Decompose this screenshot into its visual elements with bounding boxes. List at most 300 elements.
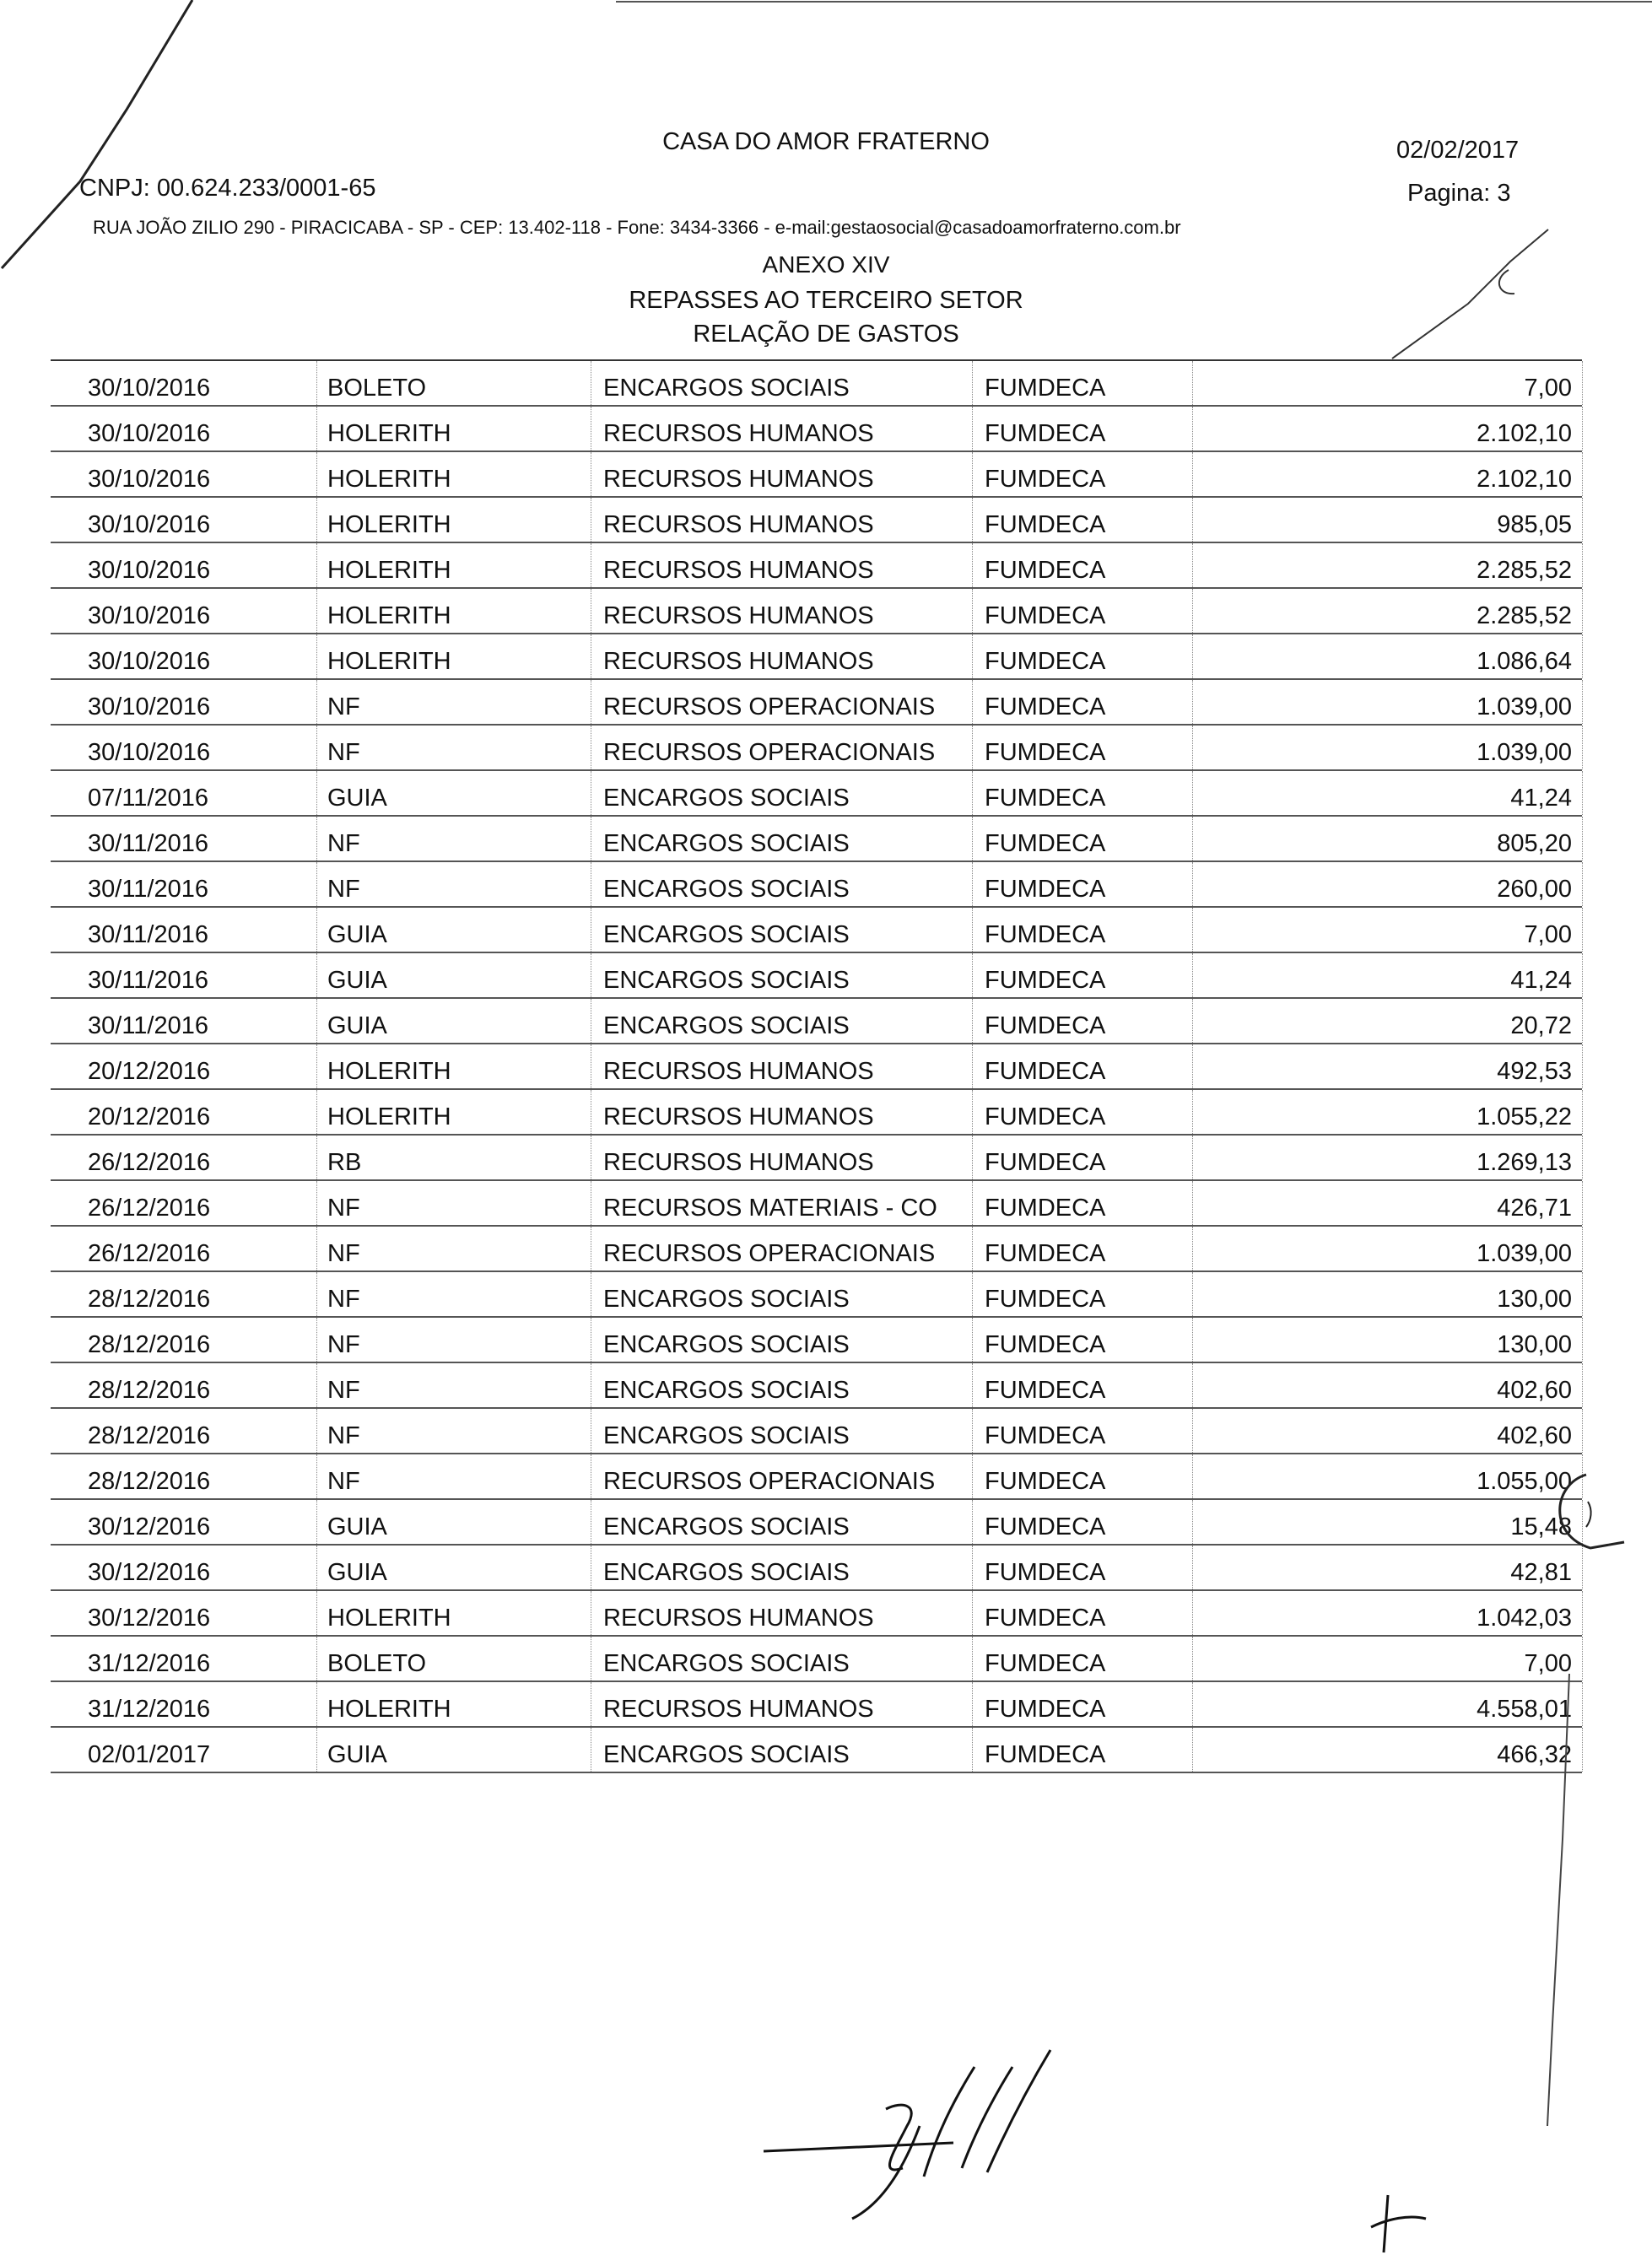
table-row [51,498,1582,543]
row-value: 4.558,01 [1477,1696,1572,1723]
table-row [51,543,1582,589]
row-document-type: BOLETO [327,375,427,402]
report-title: RELAÇÃO DE GASTOS [693,321,959,348]
column-divider [316,634,317,678]
column-divider [972,1500,973,1544]
row-date: 28/12/2016 [88,1422,211,1449]
row-fund: FUMDECA [985,1696,1106,1723]
pen-bracket-right [1544,1468,1645,1569]
column-divider [972,1728,973,1772]
column-divider [316,1546,317,1589]
row-category: RECURSOS HUMANOS [603,420,874,447]
row-category: RECURSOS HUMANOS [603,602,874,629]
row-category: RECURSOS OPERACIONAIS [603,1240,936,1267]
column-divider [972,1637,973,1680]
column-divider [1192,680,1193,724]
row-value: 1.039,00 [1477,739,1572,766]
column-divider [316,908,317,952]
row-fund: FUMDECA [985,466,1106,493]
column-divider [972,999,973,1043]
handwritten-signature [759,2008,1097,2227]
row-date: 28/12/2016 [88,1331,211,1358]
column-divider [972,1044,973,1088]
row-value: 2.285,52 [1477,557,1572,584]
organization-name: CASA DO AMOR FRATERNO [662,128,990,155]
row-fund: FUMDECA [985,1103,1106,1130]
table-row [51,361,1582,407]
column-divider [316,1272,317,1316]
row-category: ENCARGOS SOCIAIS [603,1559,850,1586]
column-divider [1582,862,1583,906]
table-row [51,953,1582,999]
column-divider [972,634,973,678]
page-number: Pagina: 3 [1407,180,1511,207]
row-category: ENCARGOS SOCIAIS [603,876,850,903]
row-document-type: HOLERITH [327,1696,451,1723]
row-fund: FUMDECA [985,967,1106,994]
table-row [51,1227,1582,1272]
row-document-type: RB [327,1149,362,1176]
column-divider [972,543,973,587]
row-category: ENCARGOS SOCIAIS [603,1012,850,1039]
row-value: 41,24 [1510,785,1572,812]
row-category: RECURSOS HUMANOS [603,511,874,538]
column-divider [1192,1227,1193,1270]
column-divider [972,1272,973,1316]
row-value: 2.285,52 [1477,602,1572,629]
column-divider [1192,771,1193,815]
row-document-type: NF [327,1286,360,1313]
row-category: RECURSOS OPERACIONAIS [603,1468,936,1495]
row-date: 26/12/2016 [88,1195,211,1222]
column-divider [1192,1591,1193,1635]
row-category: RECURSOS OPERACIONAIS [603,739,936,766]
row-date: 07/11/2016 [88,785,208,812]
column-divider [316,1181,317,1225]
row-value: 130,00 [1497,1286,1572,1313]
row-date: 20/12/2016 [88,1103,211,1130]
table-row [51,1454,1582,1500]
column-divider [1582,1363,1583,1407]
row-document-type: NF [327,1331,360,1358]
column-divider [316,361,317,405]
column-divider [1582,634,1583,678]
column-divider [972,1409,973,1453]
column-divider [972,1546,973,1589]
row-value: 1.055,22 [1477,1103,1572,1130]
row-fund: FUMDECA [985,830,1106,857]
column-divider [972,1136,973,1179]
column-divider [1582,1409,1583,1453]
row-document-type: HOLERITH [327,420,451,447]
column-divider [972,452,973,496]
column-divider [1192,1546,1193,1589]
column-divider [316,953,317,997]
row-document-type: HOLERITH [327,557,451,584]
column-divider [316,452,317,496]
column-divider [1192,589,1193,633]
row-fund: FUMDECA [985,375,1106,402]
column-divider [1192,1044,1193,1088]
column-divider [1582,1181,1583,1225]
column-divider [1582,817,1583,860]
row-value: 805,20 [1497,830,1572,857]
column-divider [316,862,317,906]
table-row [51,589,1582,634]
column-divider [316,1318,317,1362]
table-row [51,407,1582,452]
column-divider [316,498,317,542]
column-divider [1192,862,1193,906]
row-fund: FUMDECA [985,876,1106,903]
column-divider [1582,680,1583,724]
handwritten-initial [1367,2193,1434,2255]
row-value: 130,00 [1497,1331,1572,1358]
row-date: 30/10/2016 [88,375,211,402]
column-divider [972,908,973,952]
row-category: RECURSOS OPERACIONAIS [603,693,936,720]
column-divider [316,407,317,450]
column-divider [1192,1136,1193,1179]
row-document-type: HOLERITH [327,466,451,493]
top-border-line [0,0,1652,5]
row-date: 26/12/2016 [88,1240,211,1267]
column-divider [1582,1136,1583,1179]
table-row [51,1500,1582,1546]
table-row [51,1181,1582,1227]
column-divider [1192,407,1193,450]
row-date: 02/01/2017 [88,1741,211,1768]
column-divider [1192,452,1193,496]
row-date: 30/10/2016 [88,739,211,766]
cnpj: CNPJ: 00.624.233/0001-65 [79,175,376,202]
row-date: 30/10/2016 [88,511,211,538]
column-divider [1582,1090,1583,1134]
column-divider [316,1090,317,1134]
row-date: 28/12/2016 [88,1377,211,1404]
row-value: 1.039,00 [1477,693,1572,720]
column-divider [316,1637,317,1680]
row-date: 31/12/2016 [88,1650,211,1677]
column-divider [316,543,317,587]
row-document-type: NF [327,1240,360,1267]
row-date: 30/11/2016 [88,876,208,903]
column-divider [1192,1728,1193,1772]
row-value: 260,00 [1497,876,1572,903]
row-category: RECURSOS HUMANOS [603,1103,874,1130]
row-date: 30/10/2016 [88,557,211,584]
column-divider [1582,1044,1583,1088]
row-value: 2.102,10 [1477,466,1572,493]
column-divider [1192,953,1193,997]
column-divider [316,1682,317,1726]
column-divider [1192,1637,1193,1680]
column-divider [1192,634,1193,678]
row-fund: FUMDECA [985,1468,1106,1495]
column-divider [1192,1363,1193,1407]
table-row [51,726,1582,771]
row-value: 41,24 [1510,967,1572,994]
column-divider [972,1682,973,1726]
pen-stroke-top-left [0,0,219,278]
column-divider [1192,1090,1193,1134]
column-divider [316,1409,317,1453]
row-fund: FUMDECA [985,921,1106,948]
row-fund: FUMDECA [985,1240,1106,1267]
column-divider [316,1136,317,1179]
row-document-type: GUIA [327,1012,387,1039]
table-row [51,1591,1582,1637]
table-row [51,1090,1582,1136]
column-divider [1582,726,1583,769]
row-value: 7,00 [1524,375,1572,402]
table-row [51,1637,1582,1682]
column-divider [972,771,973,815]
row-fund: FUMDECA [985,1149,1106,1176]
column-divider [972,1090,973,1134]
column-divider [316,1454,317,1498]
table-row [51,1728,1582,1773]
row-fund: FUMDECA [985,1605,1106,1632]
row-date: 30/10/2016 [88,602,211,629]
row-document-type: HOLERITH [327,511,451,538]
column-divider [972,862,973,906]
column-divider [1582,543,1583,587]
row-fund: FUMDECA [985,1286,1106,1313]
row-fund: FUMDECA [985,1650,1106,1677]
column-divider [972,1318,973,1362]
row-date: 30/10/2016 [88,420,211,447]
row-value: 985,05 [1497,511,1572,538]
row-value: 7,00 [1524,921,1572,948]
table-row [51,452,1582,498]
column-divider [972,953,973,997]
table-row [51,862,1582,908]
column-divider [1582,999,1583,1043]
column-divider [1582,498,1583,542]
row-date: 28/12/2016 [88,1468,211,1495]
row-document-type: GUIA [327,1741,387,1768]
row-value: 426,71 [1497,1195,1572,1222]
row-category: RECURSOS HUMANOS [603,1058,874,1085]
row-document-type: NF [327,1422,360,1449]
row-value: 1.042,03 [1477,1605,1572,1632]
row-date: 30/10/2016 [88,466,211,493]
row-date: 30/11/2016 [88,830,208,857]
row-document-type: HOLERITH [327,1058,451,1085]
column-divider [316,1728,317,1772]
column-divider [1582,1728,1583,1772]
row-fund: FUMDECA [985,602,1106,629]
column-divider [1192,1500,1193,1544]
row-category: ENCARGOS SOCIAIS [603,1513,850,1540]
column-divider [1582,1318,1583,1362]
column-divider [972,1181,973,1225]
row-fund: FUMDECA [985,1195,1106,1222]
row-category: RECURSOS MATERIAIS - CO [603,1195,937,1222]
row-fund: FUMDECA [985,739,1106,766]
row-category: ENCARGOS SOCIAIS [603,967,850,994]
column-divider [316,999,317,1043]
row-fund: FUMDECA [985,1422,1106,1449]
row-value: 15,48 [1510,1513,1572,1540]
column-divider [1582,361,1583,405]
row-document-type: NF [327,1377,360,1404]
table-row [51,1272,1582,1318]
row-document-type: BOLETO [327,1650,427,1677]
column-divider [972,680,973,724]
row-category: RECURSOS HUMANOS [603,557,874,584]
row-date: 30/12/2016 [88,1513,211,1540]
row-value: 466,32 [1497,1741,1572,1768]
row-fund: FUMDECA [985,785,1106,812]
column-divider [1582,452,1583,496]
column-divider [1192,908,1193,952]
table-row [51,999,1582,1044]
column-divider [1582,1637,1583,1680]
row-fund: FUMDECA [985,1058,1106,1085]
table-row [51,817,1582,862]
row-document-type: NF [327,1195,360,1222]
row-value: 7,00 [1524,1650,1572,1677]
row-category: RECURSOS HUMANOS [603,466,874,493]
column-divider [972,361,973,405]
row-category: ENCARGOS SOCIAIS [603,1650,850,1677]
column-divider [316,1227,317,1270]
column-divider [972,726,973,769]
row-value: 1.039,00 [1477,1240,1572,1267]
row-category: ENCARGOS SOCIAIS [603,785,850,812]
row-document-type: GUIA [327,967,387,994]
column-divider [1192,361,1193,405]
column-divider [1582,1682,1583,1726]
column-divider [316,1363,317,1407]
row-value: 492,53 [1497,1058,1572,1085]
row-fund: FUMDECA [985,1741,1106,1768]
row-document-type: HOLERITH [327,602,451,629]
row-value: 2.102,10 [1477,420,1572,447]
column-divider [972,817,973,860]
row-value: 402,60 [1497,1377,1572,1404]
table-row [51,1363,1582,1409]
column-divider [1192,1682,1193,1726]
column-divider [1192,999,1193,1043]
row-document-type: GUIA [327,785,387,812]
row-document-type: HOLERITH [327,648,451,675]
row-date: 26/12/2016 [88,1149,211,1176]
column-divider [1582,1227,1583,1270]
column-divider [972,1363,973,1407]
column-divider [1192,1272,1193,1316]
column-divider [972,407,973,450]
row-date: 30/11/2016 [88,1012,208,1039]
column-divider [1582,953,1583,997]
row-document-type: NF [327,1468,360,1495]
row-value: 42,81 [1510,1559,1572,1586]
column-divider [1192,543,1193,587]
table-row [51,1409,1582,1454]
row-fund: FUMDECA [985,1559,1106,1586]
row-value: 1.086,64 [1477,648,1572,675]
row-category: ENCARGOS SOCIAIS [603,1377,850,1404]
column-divider [1192,498,1193,542]
column-divider [1582,1591,1583,1635]
table-row [51,1546,1582,1591]
column-divider [316,680,317,724]
row-value: 1.269,13 [1477,1149,1572,1176]
column-divider [1582,589,1583,633]
row-document-type: GUIA [327,921,387,948]
row-fund: FUMDECA [985,1331,1106,1358]
table-row [51,634,1582,680]
table-row [51,1044,1582,1090]
row-document-type: NF [327,693,360,720]
column-divider [972,1591,973,1635]
row-value: 402,60 [1497,1422,1572,1449]
row-fund: FUMDECA [985,693,1106,720]
row-category: RECURSOS HUMANOS [603,1605,874,1632]
column-divider [972,498,973,542]
row-date: 31/12/2016 [88,1696,211,1723]
table-row [51,1136,1582,1181]
column-divider [1582,1272,1583,1316]
row-fund: FUMDECA [985,1377,1106,1404]
row-value: 20,72 [1510,1012,1572,1039]
table-row [51,771,1582,817]
column-divider [1192,817,1193,860]
column-divider [316,726,317,769]
row-category: ENCARGOS SOCIAIS [603,830,850,857]
column-divider [1192,1454,1193,1498]
column-divider [316,1044,317,1088]
row-value: 1.055,00 [1477,1468,1572,1495]
table-row [51,908,1582,953]
row-document-type: HOLERITH [327,1605,451,1632]
row-fund: FUMDECA [985,557,1106,584]
table-row [51,680,1582,726]
column-divider [316,1500,317,1544]
row-date: 20/12/2016 [88,1058,211,1085]
column-divider [1582,771,1583,815]
column-divider [972,589,973,633]
row-document-type: HOLERITH [327,1103,451,1130]
row-fund: FUMDECA [985,511,1106,538]
column-divider [1192,1409,1193,1453]
row-category: ENCARGOS SOCIAIS [603,375,850,402]
row-category: ENCARGOS SOCIAIS [603,1286,850,1313]
table-row [51,1318,1582,1363]
report-date: 02/02/2017 [1396,137,1520,164]
row-date: 30/10/2016 [88,693,211,720]
row-category: ENCARGOS SOCIAIS [603,1331,850,1358]
column-divider [316,771,317,815]
column-divider [972,1227,973,1270]
pen-stroke-top-right [1367,228,1552,363]
pen-line-right-margin [1519,1670,1578,2143]
row-document-type: GUIA [327,1559,387,1586]
row-fund: FUMDECA [985,1513,1106,1540]
annex-title: ANEXO XIV [762,251,890,278]
row-fund: FUMDECA [985,1012,1106,1039]
column-divider [1192,1181,1193,1225]
row-date: 30/12/2016 [88,1605,211,1632]
row-date: 30/12/2016 [88,1559,211,1586]
row-document-type: NF [327,739,360,766]
column-divider [1582,908,1583,952]
row-date: 30/11/2016 [88,921,208,948]
row-category: ENCARGOS SOCIAIS [603,1422,850,1449]
row-fund: FUMDECA [985,648,1106,675]
